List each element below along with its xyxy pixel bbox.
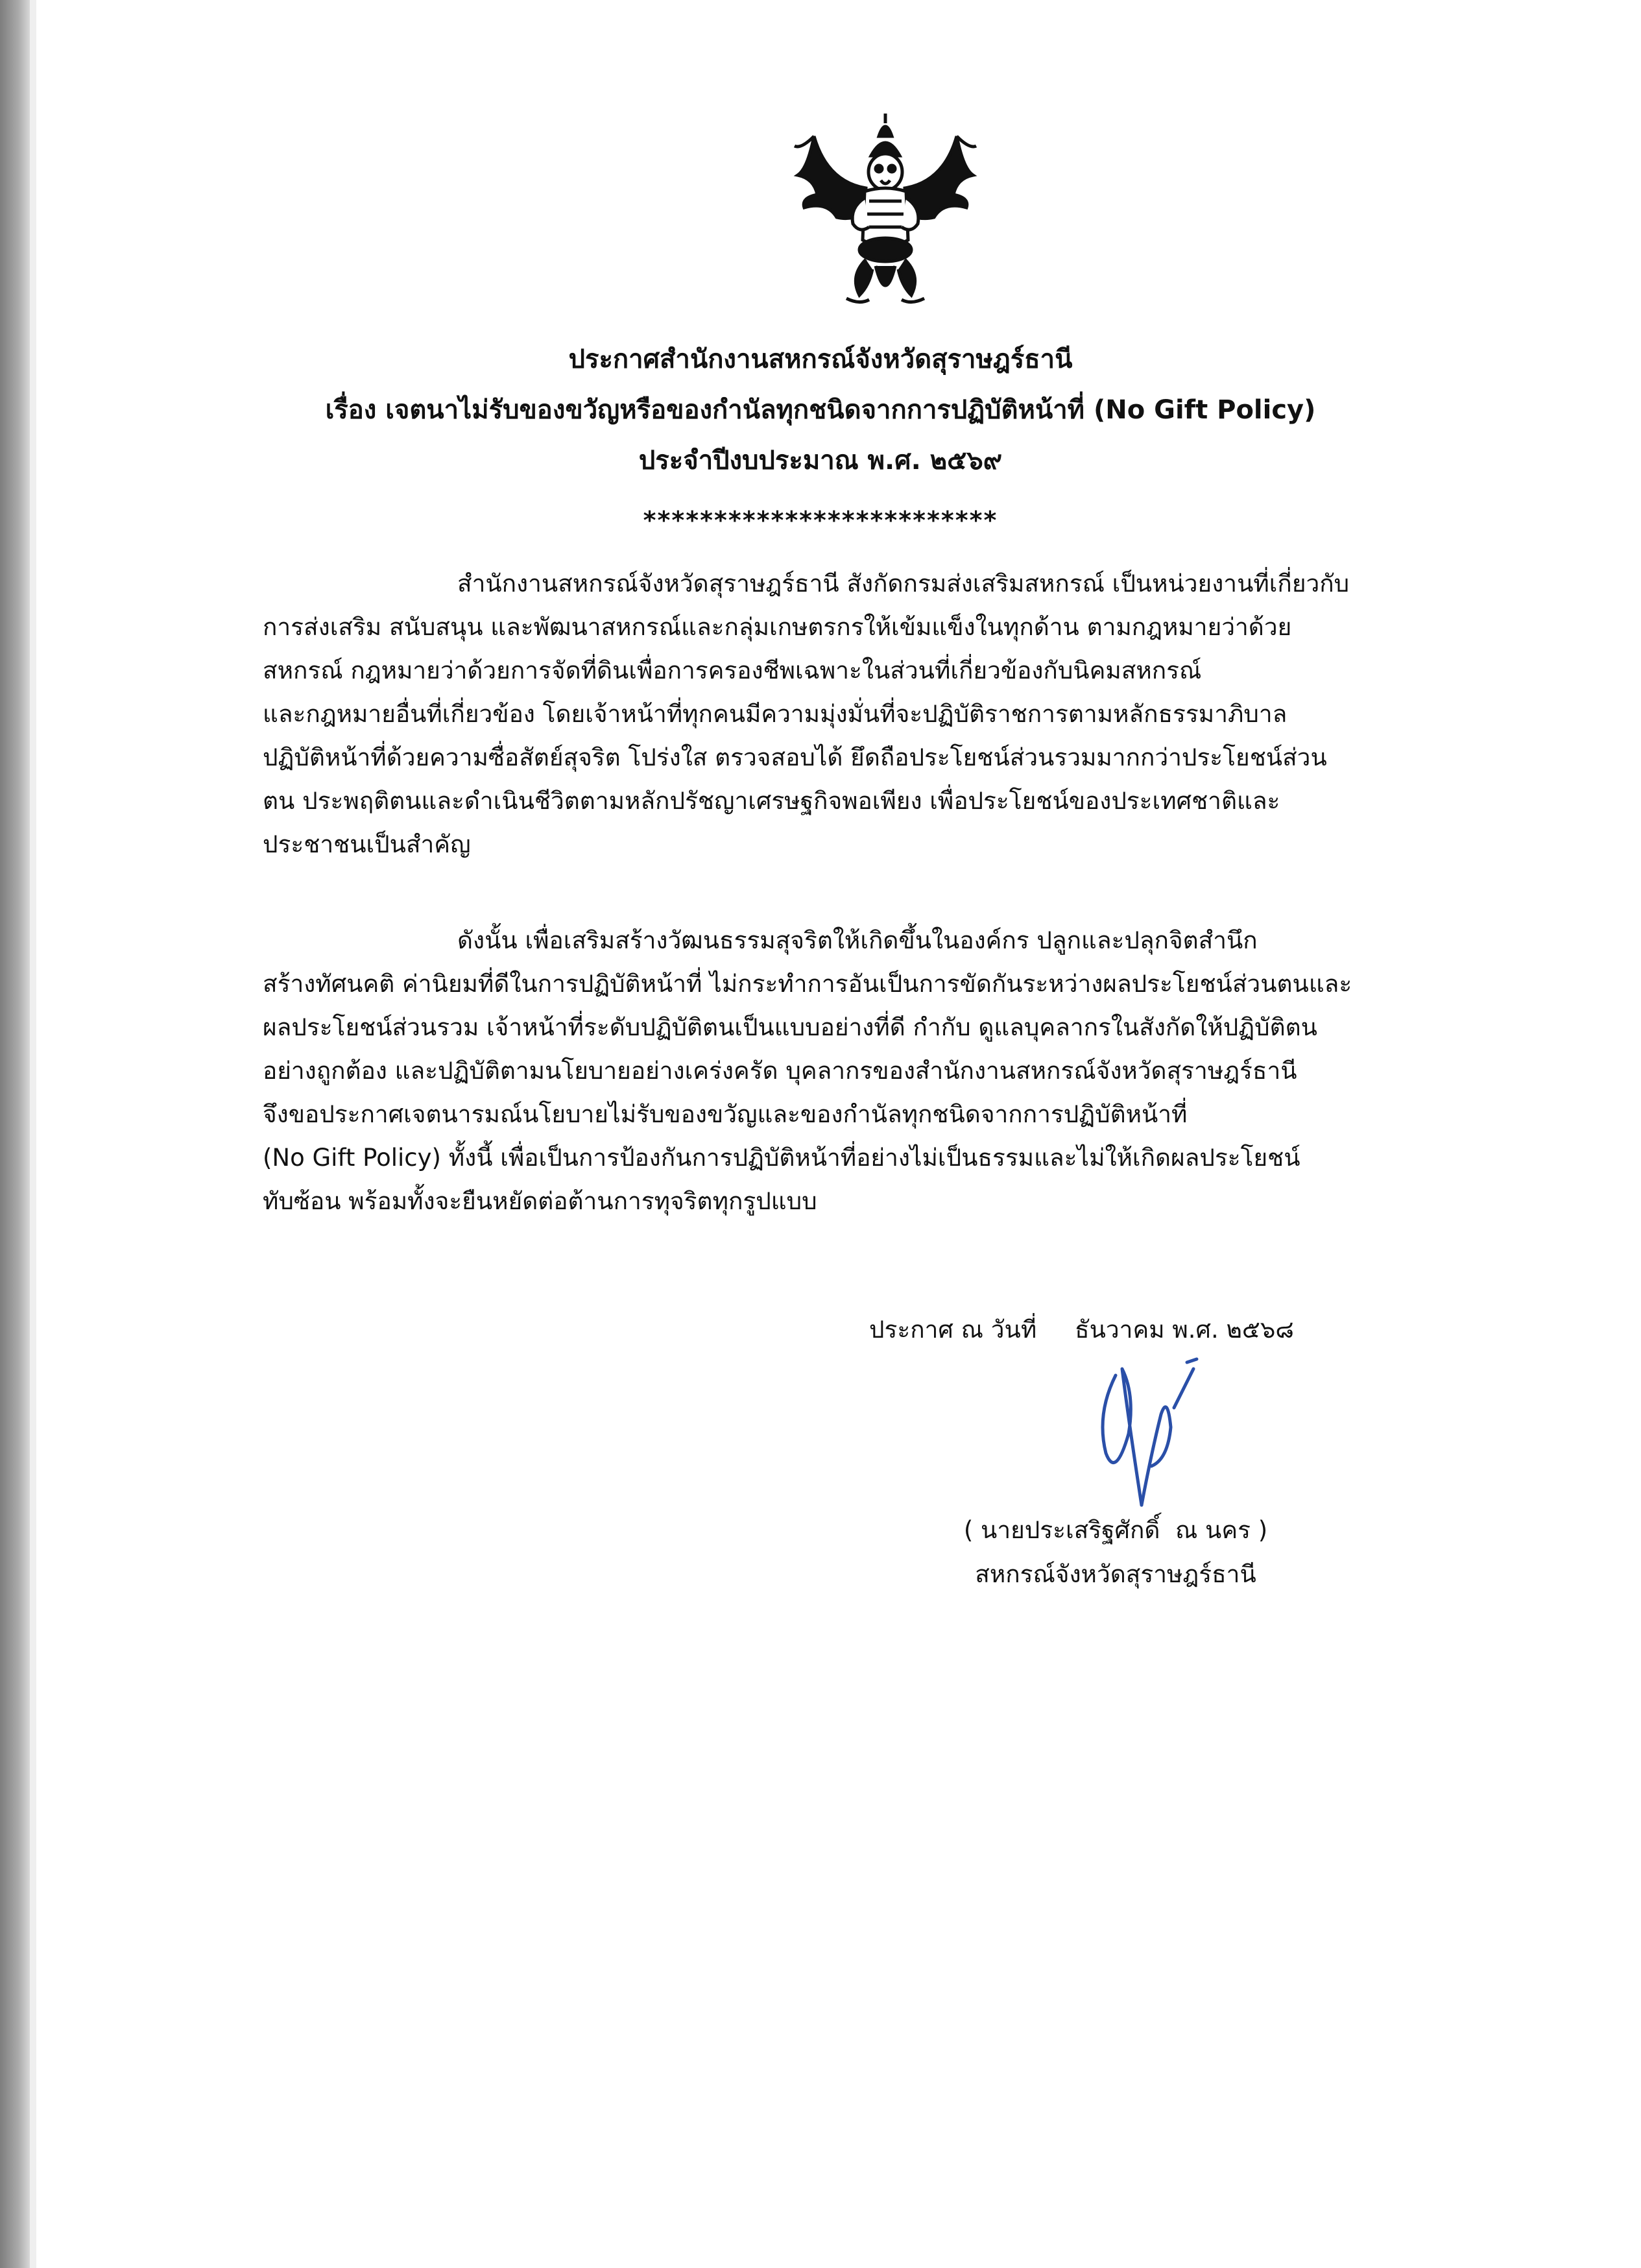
garuda-emblem-icon: [788, 110, 983, 318]
handwritten-signature: [1090, 1356, 1213, 1518]
paragraph-1-line: การส่งเสริม สนับสนุน และพัฒนาสหกรณ์และกลุ่มเกษตรกรให้เข้มแข็งในทุกด้าน ตามกฎหมายว่าด้วย: [263, 613, 1292, 641]
paragraph-2-line: จึงขอประกาศเจตนารมณ์นโยบายไม่รับของขวัญและของกำนัลทุกชนิดจากการปฏิบัติหน้าที่: [263, 1100, 1188, 1128]
signer-position: สหกรณ์จังหวัดสุราษฎร์ธานี: [975, 1560, 1256, 1588]
scan-margin: [0, 0, 30, 2268]
paragraph-1-line: ปฏิบัติหน้าที่ด้วยความซื่อสัตย์สุจริต โปร่งใส ตรวจสอบได้ ยึดถือประโยชน์ส่วนรวมมากกว่าประโยชน์ส่วน: [263, 743, 1327, 771]
paragraph-1: [263, 562, 1502, 866]
signer-name: ( นายประเสริฐศักดิ์ ณ นคร ): [963, 1516, 1268, 1544]
paragraph-2-line: ผลประโยชน์ส่วนรวม เจ้าหน้าที่ระดับปฏิบัติตนเป็นแบบอย่างที่ดี กำกับ ดูแลบุคลากรในสังกัดให้ปฏิบัติตน: [263, 1013, 1317, 1041]
paragraph-2-line: อย่างถูกต้อง และปฏิบัติตามนโยบายอย่างเคร่งครัด บุคลากรของสำนักงานสหกรณ์จังหวัดสุราษฎร์ธานี: [263, 1057, 1297, 1085]
paragraph-2-line: ดังนั้น เพื่อเสริมสร้างวัฒนธรรมสุจริตให้เกิดขึ้นในองค์กร ปลูกและปลุกจิตสำนึก: [457, 926, 1258, 954]
signer-block: [934, 1508, 1297, 1597]
paragraph-2: [263, 919, 1502, 1223]
paragraph-2-line: (No Gift Policy) ทั้งนี้ เพื่อเป็นการป้องกันการปฏิบัติหน้าที่อย่างไม่เป็นธรรมและไม่ให้เกิดผลประโยชน์: [263, 1144, 1300, 1172]
paragraph-1-line: และกฎหมายอื่นที่เกี่ยวข้อง โดยเจ้าหน้าที่ทุกคนมีความมุ่งมั่นที่จะปฏิบัติราชการตามหลักธรรมาภิบาล: [263, 700, 1288, 728]
announcement-subject: เรื่อง เจตนาไม่รับของขวัญหรือของกำนัลทุกชนิดจากการปฏิบัติหน้าที่ (No Gift Policy): [325, 395, 1316, 425]
paragraph-1-line: ตน ประพฤติตนและดำเนินชีวิตตามหลักปรัชญาเศรษฐกิจพอเพียง เพื่อประโยชน์ของประเทศชาติและ: [263, 787, 1280, 815]
announcement-date: ประกาศ ณ วันที่ ธันวาคม พ.ศ. ๒๕๖๘: [869, 1316, 1294, 1344]
paragraph-2-line: ทับซ้อน พร้อมทั้งจะยืนหยัดต่อต้านการทุจริตทุกรูปแบบ: [263, 1187, 817, 1215]
scan-margin-highlight: [30, 0, 36, 2268]
paragraph-1-line: ประชาชนเป็นสำคัญ: [263, 830, 471, 858]
paragraph-1-line: สหกรณ์ กฎหมายว่าด้วยการจัดที่ดินเพื่อการครองชีพเฉพาะในส่วนที่เกี่ยวข้องกับนิคมสหกรณ์: [263, 657, 1202, 684]
separator-line: *************************: [643, 506, 998, 535]
paragraph-2-line: สร้างทัศนคติ ค่านิยมที่ดีในการปฏิบัติหน้าที่ ไม่กระทำการอันเป็นการขัดกันระหว่างผลประโยชน์ส่วนตนและ: [263, 970, 1352, 998]
paragraph-1-line: สำนักงานสหกรณ์จังหวัดสุราษฎร์ธานี สังกัดกรมส่งเสริมสหกรณ์ เป็นหน่วยงานที่เกี่ยวกับ: [457, 570, 1350, 597]
fiscal-year: ประจำปีงบประมาณ พ.ศ. ๒๕๖๙: [638, 446, 1003, 476]
announcement-title: ประกาศสำนักงานสหกรณ์จังหวัดสุราษฎร์ธานี: [568, 344, 1073, 374]
